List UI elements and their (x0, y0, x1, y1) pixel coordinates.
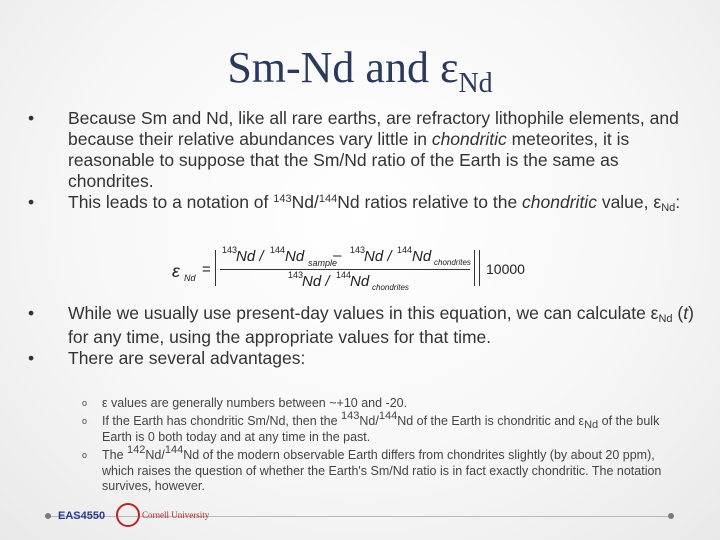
text-run: 142 (127, 444, 146, 456)
sub-bullet-item (82, 444, 682, 494)
eq-num-sup3: 143 (350, 245, 366, 255)
bullet-list (28, 108, 698, 216)
text-run: chondritic (431, 129, 507, 149)
bullet-text (68, 348, 305, 368)
eq-num-sup1: 143 (222, 245, 238, 255)
text-run: Nd of the modern observable Earth differs from chondrites slightly (by about 20 ppm), which raises the question of whether the Earth's Sm/Nd ratio is in fact exactly chondritic. The notation survives, however. (102, 448, 662, 493)
text-run: Nd/ (291, 192, 319, 212)
epsilon-equation (170, 243, 550, 293)
bullet-text (68, 303, 694, 347)
eq-equals: = (202, 261, 211, 278)
sub-bullet-text (102, 444, 662, 493)
bullet-list-2 (28, 303, 698, 369)
text-run: If the Earth has chondritic Sm/Nd, then the (102, 414, 342, 428)
text-run: Nd of the Earth is chondritic and ε (397, 414, 585, 428)
text-run: ε values are generally numbers between ~+10 and -20. (102, 396, 408, 410)
text-run: 143 (273, 193, 292, 205)
bullet-text (68, 192, 680, 212)
text-run: Because Sm and Nd, like all rare earths, are refractory lithophile elements, and because their relative abundances vary little in (68, 108, 679, 149)
sub-bullet-list (82, 396, 682, 497)
eq-den-sup1: 143 (288, 270, 304, 280)
bullet-item (28, 108, 698, 192)
text-run: Nd/ (145, 448, 165, 462)
bullet-dot: • (28, 192, 35, 212)
text-run: 143 (341, 410, 360, 422)
bullet-text (68, 108, 679, 191)
text-run: of the bulk Earth is 0 both today and at any time in the past. (102, 414, 660, 444)
text-run: While we usually use present-day values in this equation, we can calculate ε (68, 303, 659, 323)
bullet-item (28, 348, 698, 369)
footer-rule-cap-right (668, 513, 674, 519)
eq-num-sub-sample: sample (308, 258, 338, 268)
bullet-dot: • (28, 108, 35, 128)
text-run: Nd (584, 419, 599, 431)
sub-bullet-item (82, 410, 682, 445)
title-main: Sm-Nd and ε (227, 43, 459, 92)
text-run: : (675, 192, 681, 212)
sub-bullet-text (102, 396, 407, 410)
eq-factor: 10000 (486, 261, 525, 277)
text-run: Nd/ (359, 414, 379, 428)
text-run: ) for any time, using the appropriate values for that time. (68, 303, 694, 347)
eq-num-nd4: Nd (412, 248, 432, 265)
text-run: Nd (658, 313, 673, 325)
bullet-item (28, 192, 698, 216)
text-run: This leads to a notation of (68, 192, 274, 212)
text-run: There are several advantages: (68, 348, 306, 368)
cornell-seal-icon (116, 503, 140, 527)
slide-footer (0, 500, 720, 540)
course-code: EAS4550 (58, 510, 106, 522)
eq-num-nd3: Nd / (364, 248, 392, 265)
eq-num-nd1: Nd / (236, 248, 264, 265)
eq-den-nd2: Nd (350, 273, 370, 290)
eq-left-bracket (215, 250, 218, 286)
eq-right-bracket (474, 250, 480, 286)
slide-title (0, 42, 720, 99)
title-subscript: Nd (458, 68, 493, 99)
bullet-dot: • (28, 303, 35, 323)
text-run: ( (672, 303, 684, 323)
eq-num-sub-chondrites: chondrites (434, 258, 471, 267)
text-run: 144 (318, 193, 338, 205)
university-name: Cornell University (142, 510, 210, 520)
bullet-dot: • (28, 348, 35, 368)
text-run: The (102, 448, 128, 462)
eq-num-sup2: 144 (270, 245, 286, 255)
text-run: chondritic (522, 192, 597, 212)
footer-rule-cap-left (45, 513, 51, 519)
bullet-item (28, 303, 698, 348)
text-run: t (683, 303, 689, 323)
eq-lhs-symbol: ε (172, 261, 180, 281)
eq-num-sup4: 144 (397, 245, 413, 255)
eq-minus: – (333, 247, 342, 264)
sub-bullet-marker: o (82, 416, 88, 426)
eq-den-sup2: 144 (336, 270, 352, 280)
sub-bullet-marker: o (82, 450, 88, 460)
text-run: Nd (661, 202, 676, 214)
text-run: meteorites, it is reasonable to suppose that the Sm/Nd ratio of the Earth is the same as chondrites. (68, 129, 630, 191)
text-run: 144 (164, 444, 184, 456)
sub-bullet-marker: o (82, 398, 88, 408)
text-run: 144 (378, 410, 398, 422)
eq-num-nd2: Nd (285, 248, 305, 265)
sub-bullet-text (102, 410, 660, 444)
eq-lhs-sub: Nd (184, 273, 196, 283)
text-run: Nd ratios relative to the (337, 192, 523, 212)
eq-den-nd1: Nd / (302, 273, 330, 290)
eq-den-sub-chondrites: chondrites (372, 283, 409, 292)
sub-bullet-item (82, 396, 682, 411)
text-run: value, ε (596, 192, 662, 212)
